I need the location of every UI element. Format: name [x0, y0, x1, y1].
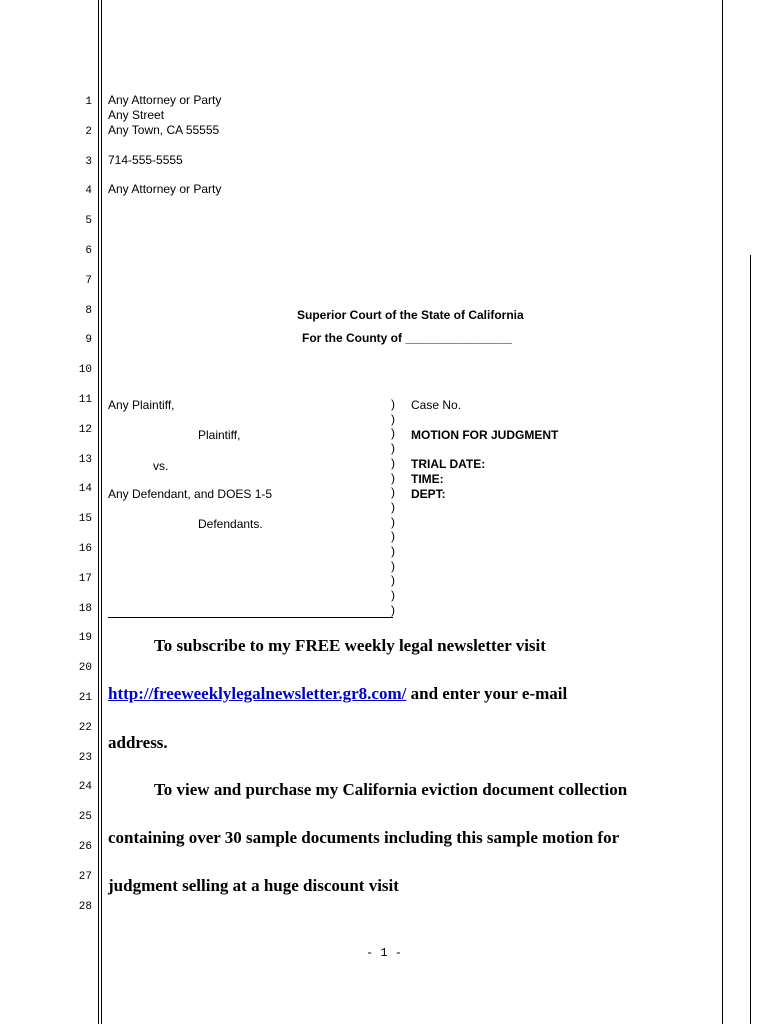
caption-paren: ): [391, 470, 395, 485]
page-number: - 1 -: [365, 946, 402, 960]
caption-paren: ): [391, 426, 395, 441]
line-number: 22: [78, 721, 92, 734]
caption-paren: ): [391, 558, 395, 573]
line-number: 5: [85, 215, 92, 228]
attorney-name: Any Attorney or Party: [108, 93, 222, 107]
body-paragraph-2-line-2: containing over 30 sample documents including this sample motion for: [108, 828, 620, 847]
trial-date-label: TRIAL DATE:: [411, 457, 486, 471]
newsletter-link[interactable]: http://freeweeklylegalnewsletter.gr8.com/: [108, 684, 407, 703]
dept-label: DEPT:: [411, 487, 446, 501]
attorney-for: Any Attorney or Party: [108, 182, 222, 196]
line-number: 3: [85, 155, 92, 168]
line-number: 4: [85, 185, 92, 198]
body-paragraph-1-line-2: [108, 684, 567, 704]
left-margin-rule: [101, 0, 102, 1024]
time-label: TIME:: [411, 472, 444, 486]
line-number: 20: [78, 662, 92, 675]
caption-paren: ): [391, 514, 395, 529]
body-paragraph-1-line-1: To subscribe to my FREE weekly legal newsletter visit: [154, 636, 546, 655]
line-number: 10: [78, 364, 92, 377]
line-number: 13: [78, 453, 92, 466]
court-county: For the County of ________________: [302, 331, 513, 345]
line-number: 28: [78, 900, 92, 913]
line-number: 27: [78, 870, 92, 883]
defendant-name: Any Defendant, and DOES 1-5: [108, 487, 273, 501]
document-title: MOTION FOR JUDGMENT: [411, 428, 559, 442]
line-number: 23: [78, 751, 92, 764]
line-number: 17: [78, 572, 92, 585]
line-number: 24: [78, 781, 92, 794]
plaintiff-name: Any Plaintiff,: [108, 398, 175, 412]
line-number: 25: [78, 811, 92, 824]
caption-underline: [108, 617, 393, 618]
court-name: Superior Court of the State of California: [297, 308, 524, 322]
case-number-label: Case No.: [411, 398, 462, 412]
body-paragraph-2-line-3: judgment selling at a huge discount visit: [108, 876, 399, 895]
line-number: 8: [85, 304, 92, 317]
body-paragraph-1-line-3: address.: [108, 733, 168, 752]
caption-paren: ): [391, 544, 395, 558]
line-number: 18: [78, 602, 92, 615]
line-number: 6: [85, 245, 92, 257]
right-margin-rule: [722, 0, 723, 1024]
plaintiff-role: Plaintiff,: [198, 428, 241, 442]
caption-paren: ): [391, 573, 395, 588]
line-number: 26: [78, 841, 92, 853]
attorney-phone: 714-555-5555: [108, 153, 183, 167]
caption-paren: ): [391, 411, 395, 426]
line-number: 14: [78, 483, 92, 496]
line-number: 1: [85, 96, 92, 108]
left-margin-rule: [98, 0, 99, 1024]
line-number: 7: [85, 274, 92, 287]
body-paragraph-2-line-1: To view and purchase my California eviction document collection: [154, 780, 628, 799]
caption-paren: ): [391, 441, 395, 456]
body-paragraph-1-line-2-rest: and enter your e-mail: [406, 684, 568, 703]
caption-paren: ): [391, 455, 395, 470]
line-number: 9: [85, 334, 92, 347]
line-number: 2: [85, 125, 92, 138]
line-number: 19: [78, 632, 92, 645]
line-number: 16: [78, 543, 92, 555]
line-number: 21: [78, 692, 92, 704]
attorney-city: Any Town, CA 55555: [108, 123, 220, 137]
right-margin-rule: [750, 255, 751, 1024]
caption-paren: ): [391, 397, 395, 411]
caption-paren: ): [391, 602, 395, 617]
defendant-role: Defendants.: [198, 517, 263, 531]
caption-paren: ): [391, 499, 395, 514]
line-number: 11: [78, 394, 92, 406]
attorney-street: Any Street: [108, 108, 165, 122]
caption-paren: ): [391, 485, 395, 500]
caption-paren: ): [391, 588, 395, 603]
versus: vs.: [153, 459, 169, 473]
line-number: 15: [78, 513, 92, 526]
line-number: 12: [78, 423, 92, 436]
caption-paren: ): [391, 529, 395, 544]
